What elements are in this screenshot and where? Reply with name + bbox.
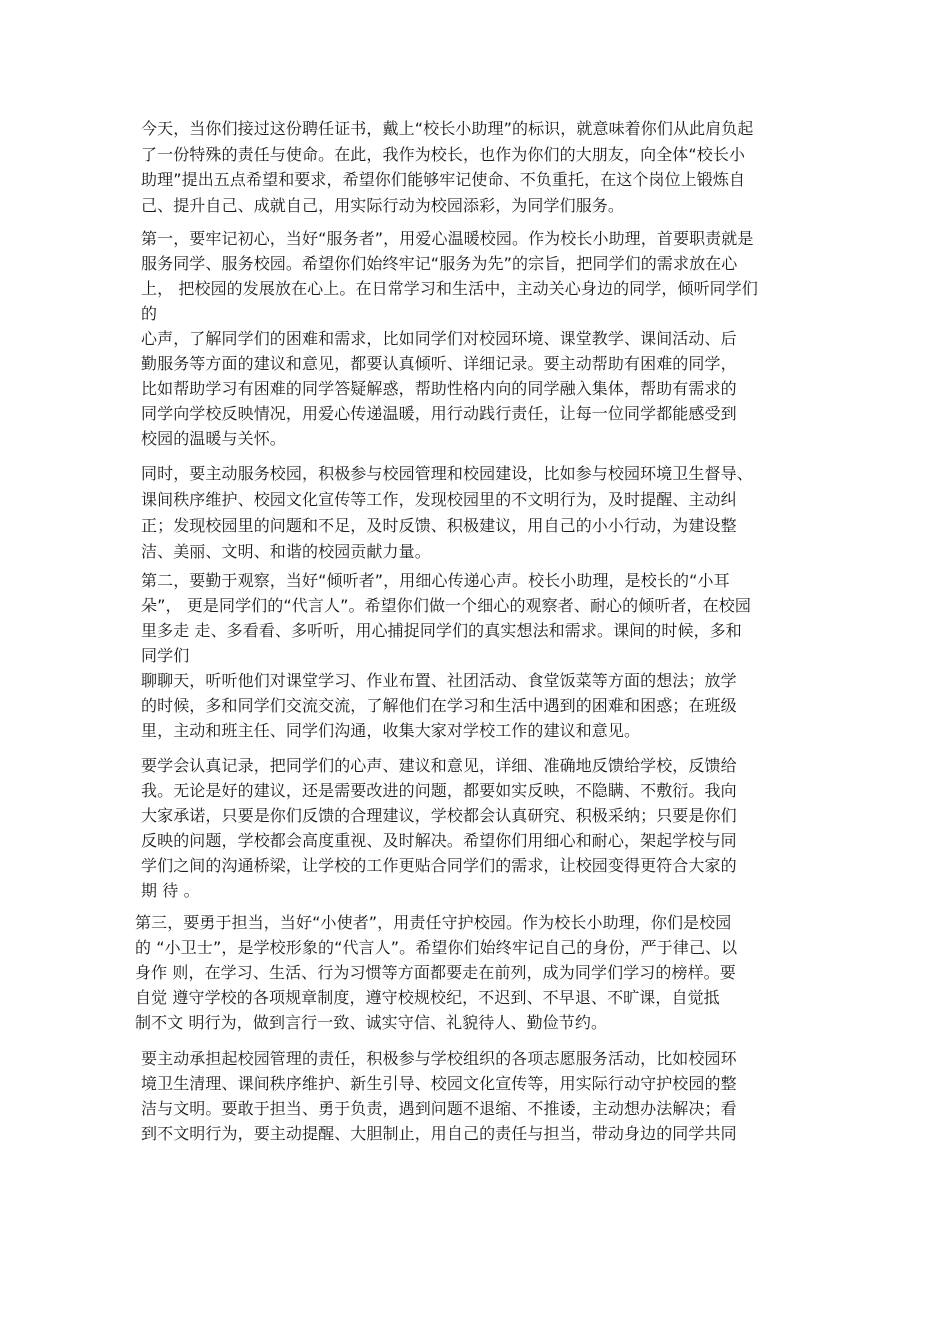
- text-line: 境卫生清理、课间秩序维护、新生引导、校园文化宣传等，用实际行动守护校园的整: [141, 1074, 737, 1093]
- text-line: 助理”提出五点希望和要求，希望你们能够牢记使命、不负重托，在这个岗位上锻炼自: [141, 170, 746, 189]
- paragraph-record-feedback: [141, 753, 737, 903]
- text-line: 同学向学校反映情况，用爱心传递温暖，用行动践行责任，让每一位同学都能感受到: [141, 404, 737, 423]
- text-line: 里，主动和班主任、同学们沟通，收集大家对学校工作的建议和意见。: [141, 721, 641, 740]
- text-line: 要主动承担起校园管理的责任，积极参与学校组织的各项志愿服务活动，比如校园环: [141, 1049, 737, 1068]
- text-line: 心声，了解同学们的困难和需求，比如同学们对校园环境、课堂教学、课间活动、后: [141, 329, 737, 348]
- paragraph-campus-duty: [141, 1046, 737, 1146]
- text-line: 要学会认真记录，把同学们的心声、建议和意见，详细、准确地反馈给学校，反馈给: [141, 756, 737, 775]
- text-line: 第一，要牢记初心，当好“服务者”，用爱心温暖校园。作为校长小助理，首要职责就是: [141, 229, 754, 248]
- text-line: 身作 则，在学习、生活、行为习惯等方面都要走在前列，成为同学们学习的榜样。要: [135, 963, 736, 982]
- text-line: 的: [141, 304, 158, 323]
- text-line: 大家承诺，只要是你们反馈的合理建议，学校都会认真研究、积极采纳；只要是你们: [141, 806, 737, 825]
- paragraph-first-point: [141, 226, 758, 451]
- text-line: 制不文 明行为，做到言行一致、诚实守信、礼貌待人、勤俭节约。: [135, 1013, 608, 1032]
- text-line: 同时，要主动服务校园，积极参与校园管理和校园建设，比如参与校园环境卫生督导、: [141, 464, 753, 483]
- paragraph-intro: [141, 116, 753, 218]
- text-line: 朵”， 更是同学们的“代言人”。希望你们做一个细心的观察者、耐心的倾听者，在校园: [141, 596, 751, 615]
- text-line: 洁、美丽、文明、和谐的校园贡献力量。: [141, 542, 431, 561]
- text-line: 今天，当你们接过这份聘任证书，戴上“校长小助理”的标识，就意味着你们从此肩负起: [141, 119, 754, 138]
- text-line: 比如帮助学习有困难的同学答疑解惑，帮助性格内向的同学融入集体，帮助有需求的: [141, 379, 737, 398]
- text-line: 课间秩序维护、校园文化宣传等工作，发现校园里的不文明行为，及时提醒、主动纠: [141, 490, 737, 509]
- text-line: 第三，要勇于担当，当好“小使者”，用责任守护校园。作为校长小助理，你们是校园: [135, 913, 732, 932]
- text-line: 反映的问题，学校都会高度重视、及时解决。希望你们用细心和耐心，架起学校与同: [141, 831, 737, 850]
- text-line: 己、提升自己、成就自己，用实际行动为校园添彩，为同学们服务。: [141, 195, 625, 215]
- text-line: 第二，要勤于观察，当好“倾听者”，用细心传递心声。校长小助理，是校长的“小耳: [141, 571, 730, 590]
- text-line: 聊聊天，听听他们对课堂学习、作业布置、社团活动、食堂饭菜等方面的想法；放学: [141, 671, 737, 690]
- text-line: 上， 把校园的发展放在心上。在日常学习和生活中，主动关心身边的同学，倾听同学们: [141, 279, 758, 298]
- text-line: 的 “小卫士”，是学校形象的“代言人”。希望你们始终牢记自己的身份，严于律己、以: [135, 938, 738, 957]
- text-line: 自觉 遵守学校的各项规章制度，遵守校规校纪，不迟到、不早退、不旷课，自觉抵: [135, 988, 720, 1007]
- text-line: 里多走 走、多看看、多听听，用心捕捉同学们的真实想法和需求。课间的时候，多和: [141, 621, 742, 640]
- text-line: 洁与文明。要敢于担当、勇于负责，遇到问题不退缩、不推诿，主动想办法解决；看: [141, 1099, 737, 1118]
- paragraph-third-point: [135, 910, 737, 1035]
- text-line: 同学们: [141, 646, 190, 665]
- text-line: 勤服务等方面的建议和意见，都要认真倾听、详细记录。要主动帮助有困难的同学，: [141, 354, 737, 373]
- paragraph-second-point: [141, 568, 751, 743]
- text-line: 校园的温暖与关怀。: [141, 429, 286, 448]
- text-line: 到不文明行为，要主动提醒、大胆制止，用自己的责任与担当，带动身边的同学共同: [141, 1124, 737, 1143]
- text-line: 的时候，多和同学们交流交流，了解他们在学习和生活中遇到的困难和困惑；在班级: [141, 696, 737, 715]
- text-line: 正；发现校园里的问题和不足，及时反馈、积极建议，用自己的小小行动，为建设整: [141, 516, 737, 535]
- text-line: 我。无论是好的建议，还是需要改进的问题，都要如实反映，不隐瞒、不敷衍。我向: [141, 781, 737, 800]
- text-line: 期 待 。: [141, 881, 200, 900]
- paragraph-serve-campus: [141, 461, 753, 565]
- text-line: 了一份特殊的责任与使命。在此，我作为校长，也作为你们的大朋友，向全体“校长小: [141, 144, 746, 164]
- text-line: 服务同学、服务校园。希望你们始终牢记“服务为先”的宗旨，把同学们的需求放在心: [141, 254, 738, 273]
- text-line: 学们之间的沟通桥梁，让学校的工作更贴合同学们的需求，让校园变得更符合大家的: [141, 856, 737, 875]
